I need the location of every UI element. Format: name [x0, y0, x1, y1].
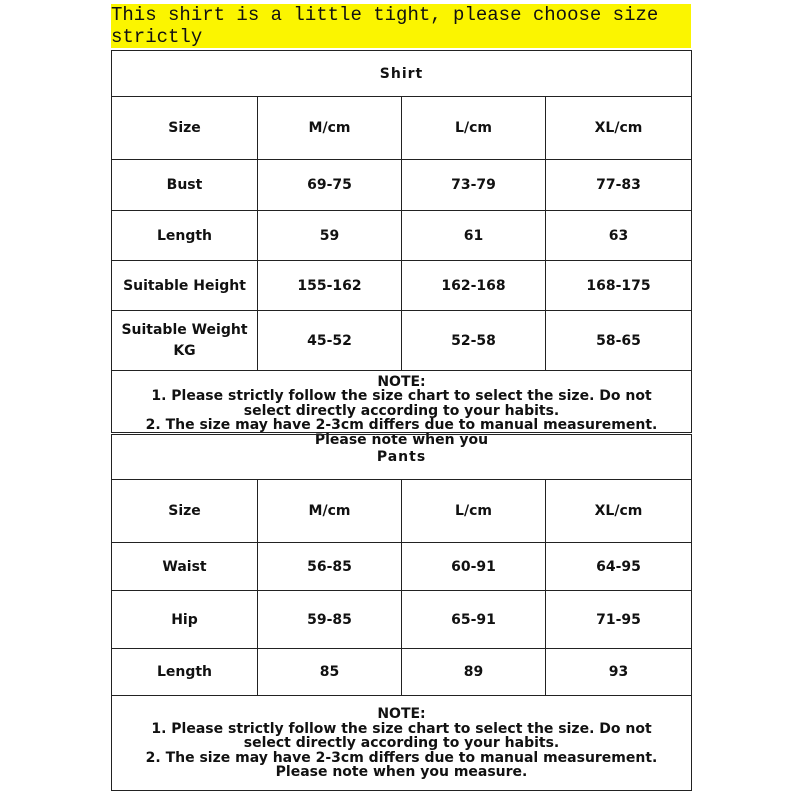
- note-line-1: 1. Please strictly follow the size chart to select the size. Do not select directly according to your habits.: [151, 720, 657, 751]
- size-value: 52-58: [402, 311, 546, 371]
- shirt-size-table: [111, 50, 692, 448]
- size-value: 63: [546, 211, 692, 261]
- pants-header-m: M/cm: [258, 480, 402, 543]
- size-value: 59-85: [258, 591, 402, 649]
- table-row: [112, 591, 692, 649]
- size-value: 56-85: [258, 543, 402, 591]
- row-label-length: Length: [112, 211, 258, 261]
- pants-note: [112, 696, 692, 791]
- table-row: [112, 160, 692, 211]
- pants-header-size: Size: [112, 480, 258, 543]
- note-line-2: 2. The size may have 2-3cm differs due to manual measurement. Please note when you: [145, 417, 663, 448]
- size-value: 65-91: [402, 591, 546, 649]
- row-label-hip: Hip: [112, 591, 258, 649]
- size-value: 69-75: [258, 160, 402, 211]
- size-value: 93: [546, 649, 692, 696]
- row-label-suitable-height: Suitable Height: [112, 261, 258, 311]
- shirt-header-xl: XL/cm: [546, 97, 692, 160]
- size-value: 168-175: [546, 261, 692, 311]
- note-title: NOTE:: [377, 706, 426, 722]
- size-value: 85: [258, 649, 402, 696]
- row-label-waist: Waist: [112, 543, 258, 591]
- size-value: 60-91: [402, 543, 546, 591]
- size-value: 162-168: [402, 261, 546, 311]
- note-line-1: 1. Please strictly follow the size chart to select the size. Do not select directly according to your habits.: [151, 388, 657, 419]
- pants-title: Pants: [112, 435, 692, 480]
- size-value: 59: [258, 211, 402, 261]
- shirt-title: Shirt: [112, 51, 692, 97]
- shirt-header-l: L/cm: [402, 97, 546, 160]
- shirt-header-m: M/cm: [258, 97, 402, 160]
- size-value: 73-79: [402, 160, 546, 211]
- size-value: 155-162: [258, 261, 402, 311]
- note-line-2: 2. The size may have 2-3cm differs due to manual measurement. Please note when you measure.: [145, 749, 663, 780]
- shirt-header-size: Size: [112, 97, 258, 160]
- tight-fit-warning-banner: This shirt is a little tight, please choose size strictly: [111, 4, 691, 48]
- shirt-note: [112, 371, 692, 448]
- table-row: [112, 311, 692, 371]
- size-value: 77-83: [546, 160, 692, 211]
- pants-header-l: L/cm: [402, 480, 546, 543]
- size-value: 71-95: [546, 591, 692, 649]
- pants-header-xl: XL/cm: [546, 480, 692, 543]
- row-label-suitable-weight: Suitable Weight KG: [112, 311, 258, 371]
- note-title: NOTE:: [377, 373, 426, 390]
- size-value: 89: [402, 649, 546, 696]
- row-label-bust: Bust: [112, 160, 258, 211]
- size-value: 61: [402, 211, 546, 261]
- size-value: 64-95: [546, 543, 692, 591]
- table-row: [112, 211, 692, 261]
- pants-size-table: [111, 434, 692, 791]
- size-value: 45-52: [258, 311, 402, 371]
- size-value: 58-65: [546, 311, 692, 371]
- row-label-length: Length: [112, 649, 258, 696]
- table-row: [112, 543, 692, 591]
- table-row: [112, 649, 692, 696]
- table-row: [112, 261, 692, 311]
